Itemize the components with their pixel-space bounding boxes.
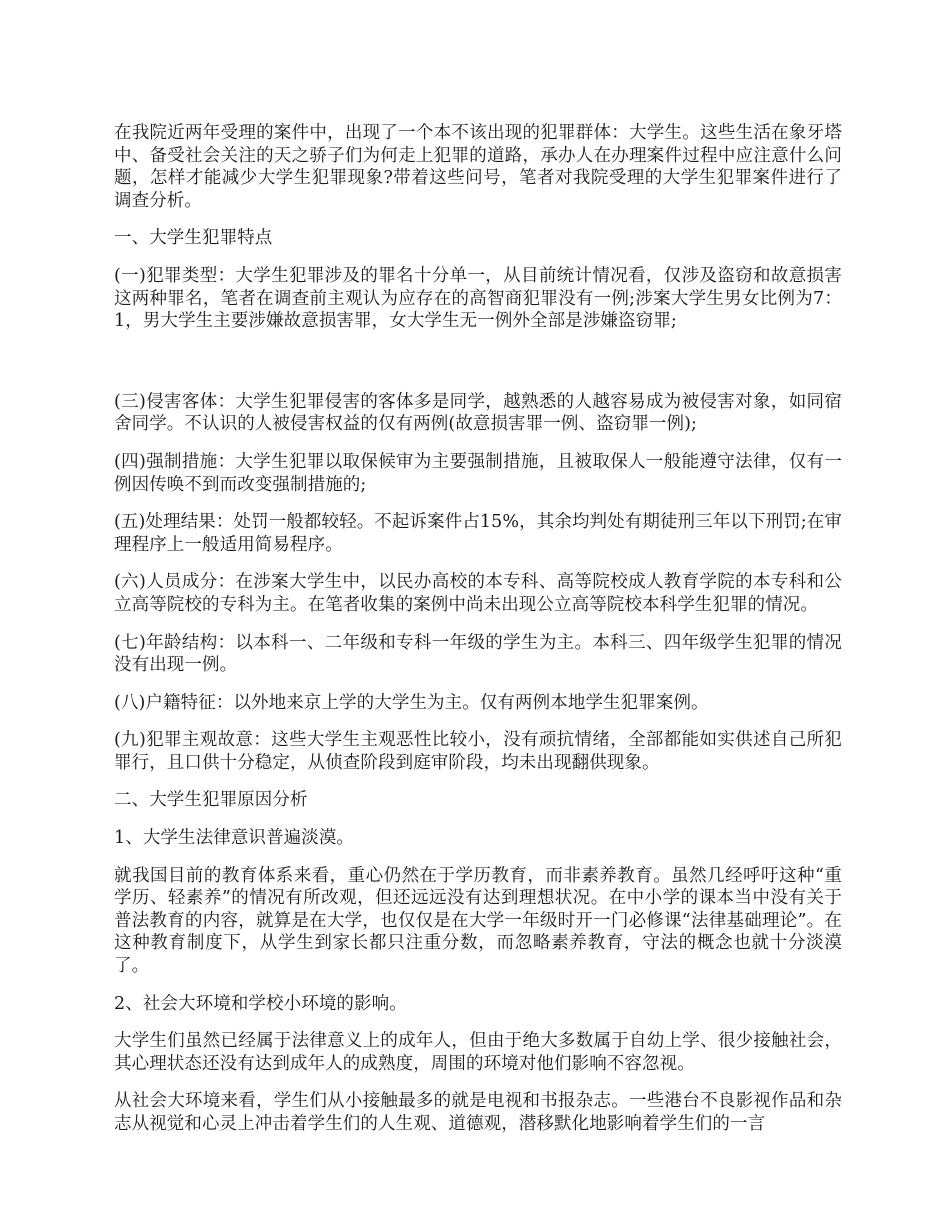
paragraph-society: 从社会大环境来看，学生们从小接触最多的就是电视和书报杂志。一些港台不良影视作品和杂志从视觉和心灵上冲击着学生们的人生观、道德观，潜移默化地影响着学生们的一言 bbox=[114, 1091, 842, 1134]
paragraph-coercive-measures: (四)强制措施：大学生犯罪以取保候审为主要强制措施，且被取保人一般能遵守法律，仅有一例因传唤不到而改变强制措施的; bbox=[114, 451, 842, 495]
paragraph-adults: 大学生们虽然已经属于法律意义上的成年人，但由于绝大多数属于自幼上学、很少接触社会，其心理状态还没有达到成年人的成熟度，周围的环境对他们影响不容忽视。 bbox=[114, 1031, 842, 1074]
paragraph-household: (八)户籍特征：以外地来京上学的大学生为主。仅有两例本地学生犯罪案例。 bbox=[114, 692, 709, 713]
paragraph-crime-type: (一)犯罪类型：大学生犯罪涉及的罪名十分单一，从目前统计情况看，仅涉及盗窃和故意损害这两种罪名，笔者在调查前主观认为应存在的高智商犯罪没有一例;涉案大学生男女比例为7：1，男大学生主要涉嫌故意损害罪，女大学生无一例外全部是涉嫌盗窃罪; bbox=[114, 265, 842, 332]
paragraph-intent: (九)犯罪主观故意：这些大学生主观恶性比较小，没有顽抗情绪，全部都能如实供述自己所犯罪行，且口供十分稳定，从侦查阶段到庭审阶段，均未出现翻供现象。 bbox=[114, 730, 842, 773]
section-heading-causes: 二、大学生犯罪原因分析 bbox=[114, 790, 308, 811]
intro-paragraph: 在我院近两年受理的案件中，出现了一个本不该出现的犯罪群体：大学生。这些生活在象牙塔中、备受社会关注的天之骄子们为何走上犯罪的道路，承办人在办理案件过程中应注意什么问题，怎样才能减少大学生犯罪现象?带着这些问号，笔者对我院受理的大学生犯罪案件进行了调查分析。 bbox=[114, 123, 842, 211]
paragraph-age: (七)年龄结构：以本科一、二年级和专科一年级的学生为主。本科三、四年级学生犯罪的情况没有出现一例。 bbox=[114, 632, 842, 676]
section-heading-characteristics: 一、大学生犯罪特点 bbox=[114, 228, 273, 249]
subheading-environment: 2、社会大环境和学校小环境的影响。 bbox=[114, 993, 407, 1014]
subheading-legal-awareness: 1、大学生法律意识普遍淡漠。 bbox=[114, 828, 355, 849]
paragraph-composition: (六)人员成分：在涉案大学生中，以民办高校的本专科、高等院校成人教育学院的本专科和公立高等院校的专科为主。在笔者收集的案例中尚未出现公立高等院校本科学生犯罪的情况。 bbox=[114, 572, 842, 615]
document-body bbox=[114, 122, 842, 1151]
paragraph-results: (五)处理结果：处罚一般都较轻。不起诉案件占15%，其余均判处有期徒刑三年以下刑罚;在审理程序上一般适用简易程序。 bbox=[114, 512, 842, 555]
paragraph-victim: (三)侵害客体：大学生犯罪侵害的客体多是同学，越熟悉的人越容易成为被侵害对象，如同宿舍同学。不认识的人被侵害权益的仅有两例(故意损害罪一例、盗窃罪一例); bbox=[114, 391, 842, 435]
paragraph-education: 就我国目前的教育体系来看，重心仍然在于学历教育，而非素养教育。虽然几经呼吁这种“重学历、轻素养”的情况有所改观，但还远远没有达到理想状况。在中小学的课本当中没有关于普法教育的内容，就算是在大学，也仅仅是在大学一年级时开一门必修课“法律基础理论”。在这种教育制度下，从学生到家长都只注重分数，而忽略素养教育，守法的概念也就十分淡漠了。 bbox=[114, 865, 842, 977]
